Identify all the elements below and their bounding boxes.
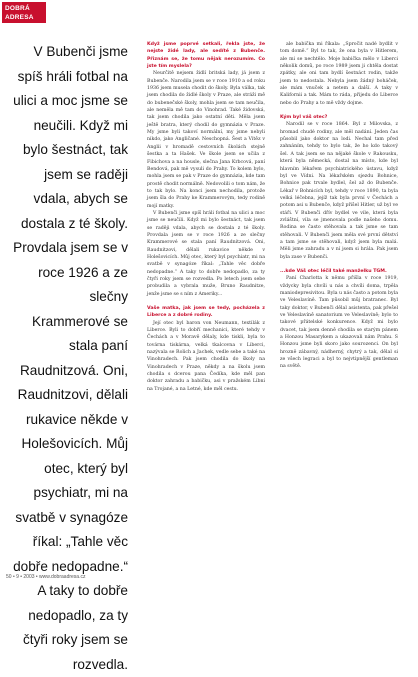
body-paragraph: ale babička mi říkala: „Spročit nadé bydlit v tom domě.“ Byl to tak, že ona byla v Hitlerem, ale mi se nechtělo. Moje babička mělo v Liberci několik domů, po roce 1989 jsem ji chtěla dostat zpátky, ale oni tam bydlí šestnáct rodin, takže jsem to nedostala. Nebyla jsem žádný boháček, ale mám vnuček a netem a další. A taky v Kalifornii a tak. Mám to ráda, přijedu do Liberce nebo do Prahy a to mě vždy dojme. [280,42,398,106]
logo-line-1: DOBRÁ [5,5,30,12]
body-paragraph: Neurčitě nejsem židlí britská lady, já jsem z Bubenče. Narodila jsem se v roce 1910 a od roku 1936 jsem musela chodit do školy. Byla válka, tak jsem chodila do židlé školy v Praze, ale stráži mě do bubenečské školy, mohla jsem se tam neučila, ale neměla mě tam do Vinohrad. Také židovská, tak jsem chodila jako ostatní děti. Měla jsem ještě bratra, který chodil do gymnázia v Praze. My jsme byli takoví normální, my jsme nebyli nikdo, jako Angličané. Neschopná. Šest a Vítěz v Anglii v hromadě cestovních školách stejně šestka a ta Hašek. Ve škole jsem se učila z Fibichova a na housle, slečna Jana Krbcová, paní Bendová, pak mě vysuli do Prahy. To kolem bylo, mohla jsem se pak v Praze do gymnázia, kde tam prostě chodit normálně. Nedovolili o tom nám, že to tak bylo. Na konci jsem nechodila, protože jsem šla do Prahy ke Krammerovým, tedy rodině mojí matky. [147,71,265,209]
body-paragraph: Narodil se v roce 1864. Byl z Milovska, z hromad chudé rodiny, ale měl nadání. Jeden čas působil jako doktor na lodi. Nechal tam před zahnáním, tehdy to bylo tak, že ho kdo takový šel. A tak jsem se na nějaké škole v Rakousku, která byla německá, dostal na místo, kde byl hlavním lékařem psychiatrického ústavu, když byl ve Vídni. Na lékařském sjezdu Bohnice, Bohnice pak trvale bydlel, šel až do Bubenče. Lékař v Bohnicích byl, tehdy v roce 1890, ta byla velká léčebna, jejíž tak byla první v Čechách a potom asi u Bubenče, když přišel Hitler, už byl ve stáři. V Bubenči dřív bydlel ve vile, která byla zvláštní, vila se jmenovala podle našeho domu. Rodina se často stěhovala a tak jsme se tam stěhovali. V Bubenči jsem měla své první dětství a tam jsme se stěhovali, když jsem byla malá. Měli jsme zahradu a v ní jsem si hrála. Pak jsem byla zase v Bubenči. [280,122,398,260]
magazine-logo [2,2,46,23]
interview-question: Kým byl váš otec? [280,115,328,121]
body-paragraph: Paní Charlotta k němu přišla v roce 1919, vždycky byla chvíli u nás a chvíli doma, trpěla maniodepresivitou. Byla u nás často a potom byla ve Veleslavíně. Tam působil můj bratranec. Byl taky doktor, v Bubenči dělal asistenta, pak přešel ve Veleslavíně sanatorium ve Veleslavíně; bylo to takové přátelské konkurence. Když mi bylo dvacet, tak jsem denně chodila se starým pánem a Honzou Masarykem a ukazovali nám Prahu. S Honzou jsme byli skoro jako sourozenci. On byl hrozně zábavný, nádherný, chytrý a tak, dělal si ze všech legraci a byl to nejvtipnější gentleman na světě. [280,276,398,370]
pull-quote: V Bubenči jsme spíš hráli fotbal na ulici a moc jsme se neučili. Když mi bylo šestnáct, tak jsem se raději vdala, abych se dostala z té školy. Provdala jsem se v roce 1926 a ze slečny Krammerové se stala paní Raudnitzová. Oni, Raudnitzovi, dělali rukavice někde v Holešovicích. Můj otec, který byl psychiatr, mi na svatbě v synagóze říkal: „Tahle věc dobře nedopadne.“ A taky to dobře nedopadlo, za ty čtyři roky jsem se rozvedla. [13,44,128,672]
interview-question: ...kde Váš otec léčil také manželku TGM. [280,268,387,274]
interview-question: Když jsme poprvé setkali, řekla jste, že nejste židé lady, ale sedíté z Bubenče. Přiznám se, že tomu nějak nerozumím. Co jste tím myslela? [147,42,265,70]
page-footer: 50 • 9 • 2003 • www.dobraadresa.cz [6,574,86,580]
article-column-1 [147,41,265,393]
logo-line-2: ADRESA [5,14,34,21]
body-paragraph: Její otec byl baron von Neumann, textilák z Liberce. Byli to dobří mechanici, které tehdy v Čechách a v Moravě dělaly, kde tiskli, byla to továrna tiskárna, velká tkalcovna v Liberci, nazývala se Rolich a Jachek, vedle sebe a také na Vinohradech. Pak jsem chodila do školy na Vinohradech v Praze, někdy a na školu jsem chodila s dcerou pana Čedíka, kde měl pan doktor zahradu a babičku, asi v pražském Libni na Trojané, a na Letné, kde měl cestu. [147,320,265,392]
article-column-2 [280,41,398,371]
interview-question: Vaše matka, jak jsem se tedy, pocházela z Liberce a z dobré rodiny. [147,306,265,319]
body-paragraph: V Bubenči jsme spíš hráli fotbal na ulici a moc jsme se neučili. Když mi bylo šestnáct, tak jsem se raději vdala, abych se dostala z té školy. Provdala jsem se v roce 1926 a ze slečny Krammerové se stala paní Raudnitzová. Oni, Raudnitzovi, dělali rukavice někde v Holešovicích. Můj otec, který byl psychiatr, mi na svatbě v synagóze říkal: „Tahle věc dobře nedopadne.“ A taky to dobře nedopadlo, za ty čtyři roky jsem se rozvedla. Po letech jsem sebe probudila a vybrala muže, Bruno Raudnitze, jenže jsme se s ním z Ameriky... [147,210,265,297]
